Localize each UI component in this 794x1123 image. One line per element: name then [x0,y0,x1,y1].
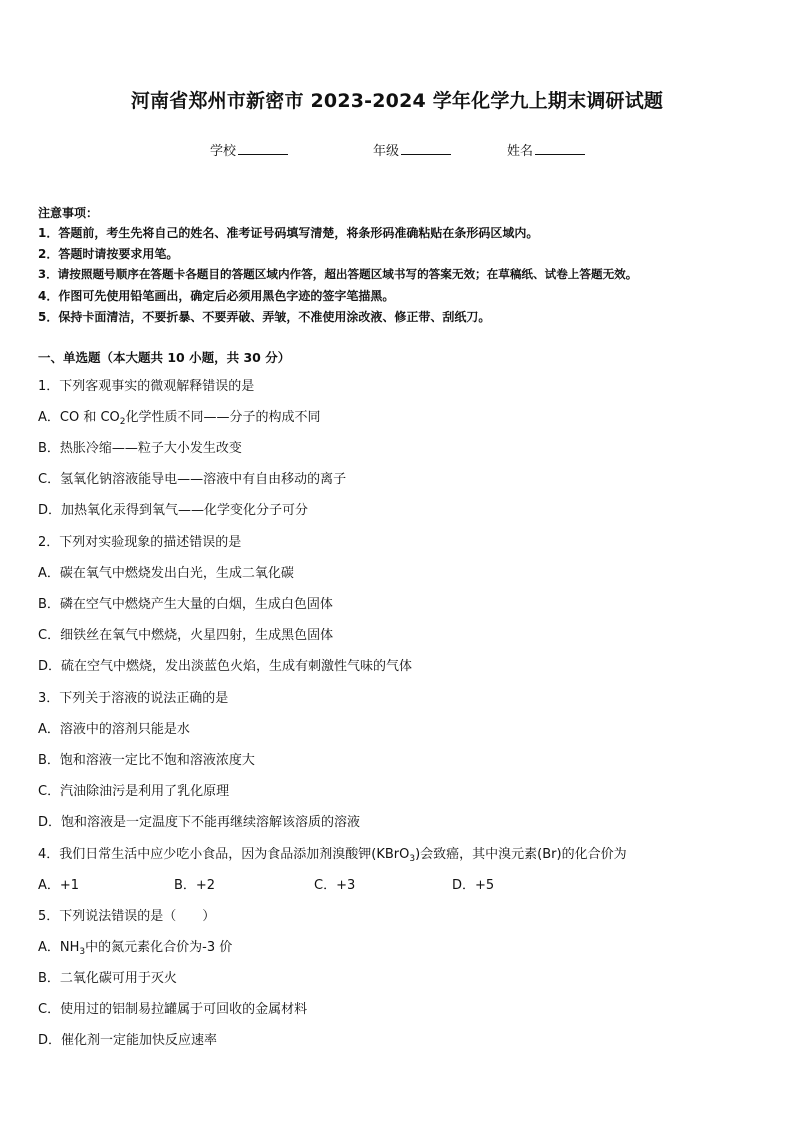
question-5-option-d: D．催化剂一定能加快反应速率 [38,1033,218,1048]
question-3-option-d: D．饱和溶液是一定温度下不能再继续溶解该溶质的溶液 [38,815,361,830]
question-2-option-a: A．碳在氧气中燃烧发出白光，生成二氧化碳 [38,566,294,581]
option-text: 化学性质不同——分子的构成不同 [125,410,321,425]
question-2-option-c: C．细铁丝在氧气中燃烧，火星四射，生成黑色固体 [38,628,334,643]
question-5-stem: 5．下列说法错误的是（ ） [38,909,216,924]
subscript: 2 [119,417,126,427]
note-item: 1．答题前，考生先将自己的姓名、准考证号码填写清楚，将条形码准确粘贴在条形码区域内。 [38,226,539,240]
grade-label: 年级 [373,144,400,159]
question-1-option-a [38,406,321,425]
question-2-stem: 2．下列对实验现象的描述错误的是 [38,535,242,550]
question-2-option-d: D．硫在空气中燃烧，发出淡蓝色火焰，生成有刺激性气味的气体 [38,659,413,674]
note-item: 3．请按照题号顺序在答题卡各题目的答题区域内作答，超出答题区域书写的答案无效；在草稿纸、试卷上答题无效。 [38,267,638,281]
option-text: A．NH [38,940,80,955]
name-blank [535,142,585,155]
name-label: 姓名 [507,144,534,159]
name-field [507,140,585,159]
question-4-option-c: C．+3 [314,878,356,893]
subscript: 3 [409,854,416,864]
question-4-stem [38,843,627,862]
question-5-option-c: C．使用过的铝制易拉罐属于可回收的金属材料 [38,1002,308,1017]
stem-text: )会致癌，其中溴元素(Br)的化合价为 [415,847,627,862]
question-1-option-c: C．氢氧化钠溶液能导电——溶液中有自由移动的离子 [38,472,347,487]
question-5-option-b: B．二氧化碳可用于灭火 [38,971,177,986]
note-item: 4．作图可先使用铅笔画出，确定后必须用黑色字迹的签字笔描黑。 [38,289,395,303]
question-3-option-c: C．汽油除油污是利用了乳化原理 [38,784,230,799]
question-2-option-b: B．磷在空气中燃烧产生大量的白烟，生成白色固体 [38,597,333,612]
grade-blank [401,142,451,155]
question-3-option-b: B．饱和溶液一定比不饱和溶液浓度大 [38,753,255,768]
question-1-stem: 1．下列客观事实的微观解释错误的是 [38,379,255,394]
option-text: A．CO 和 CO [38,410,120,425]
stem-text: 4．我们日常生活中应少吃小食品，因为食品添加剂溴酸钾(KBrO [38,847,410,862]
note-item: 5．保持卡面清洁，不要折暴、不要弄破、弄皱，不准使用涂改液、修正带、刮纸刀。 [38,310,491,324]
school-label: 学校 [210,144,237,159]
question-4-option-a: A．+1 [38,878,80,893]
grade-field [373,140,451,159]
question-4-option-d: D．+5 [452,878,495,893]
question-3-option-a: A．溶液中的溶剂只能是水 [38,722,190,737]
section-heading: 一、单选题（本大题共 10 小题，共 30 分） [38,350,291,365]
question-1-option-d: D．加热氧化汞得到氧气——化学变化分子可分 [38,503,309,518]
question-1-option-b: B．热胀冷缩——粒子大小发生改变 [38,441,242,456]
question-4-option-b: B．+2 [174,878,216,893]
page-title: 河南省郑州市新密市 2023-2024 学年化学九上期末调研试题 [130,90,664,112]
subscript: 3 [79,947,86,957]
option-text: 中的氮元素化合价为-3 价 [85,940,233,955]
question-5-option-a [38,936,232,955]
notes-heading: 注意事项： [38,206,99,220]
school-field [210,140,288,159]
note-item: 2．答题时请按要求用笔。 [38,247,179,261]
school-blank [238,142,288,155]
question-3-stem: 3．下列关于溶液的说法正确的是 [38,691,229,706]
